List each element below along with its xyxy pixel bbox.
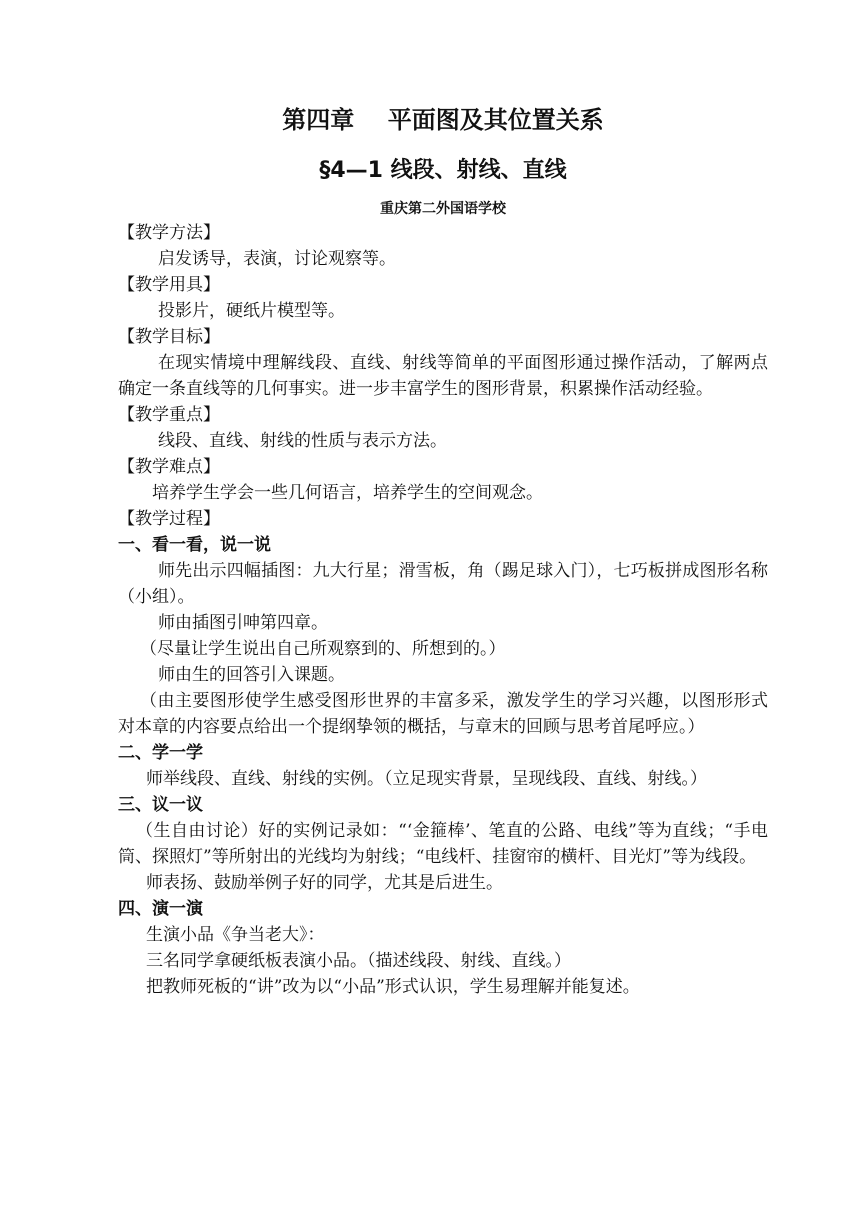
paragraph: （尽量让学生说出自己所观察到的、所想到的。） xyxy=(140,639,506,659)
paragraph: 培养学生学会一些几何语言，培养学生的空间观念。 xyxy=(152,483,543,503)
paragraph: （由主要图形使学生感受图形世界的丰富多采，激发学生的学习兴趣，以图形形式对本章的内容要点给出一个提纲挚领的概括，与章末的回顾与思考首尾呼应。） xyxy=(118,691,768,737)
label-process: 【教学过程】 xyxy=(118,509,220,529)
label-teaching-method: 【教学方法】 xyxy=(118,223,220,243)
paragraph: 师表扬、鼓励举例子好的同学，尤其是后进生。 xyxy=(146,873,503,893)
paragraph: 线段、直线、射线的性质与表示方法。 xyxy=(158,431,447,451)
paragraph: 师由插图引呻第四章。 xyxy=(158,613,328,633)
paragraph: 启发诱导，表演，讨论观察等。 xyxy=(158,249,396,269)
chapter-title: 第四章 平面图及其位置关系 xyxy=(282,106,604,134)
document-content xyxy=(118,102,768,1000)
paragraph: 把教师死板的“讲”改为以“小品”形式认识，学生易理解并能复述。 xyxy=(146,977,640,997)
section-title: §4—1 线段、射线、直线 xyxy=(319,158,567,183)
label-teaching-tools: 【教学用具】 xyxy=(118,275,220,295)
school-name: 重庆第二外国语学校 xyxy=(380,201,506,217)
paragraph: 生演小品《争当老大》： xyxy=(146,925,325,945)
heading-discuss: 三、议一议 xyxy=(118,795,203,815)
paragraph: 投影片，硬纸片模型等。 xyxy=(158,301,345,321)
heading-learn: 二、学一学 xyxy=(118,743,203,763)
paragraph: 在现实情境中理解线段、直线、射线等简单的平面图形通过操作活动，了解两点确定一条直线等的几何事实。进一步丰富学生的图形背景，积累操作活动经验。 xyxy=(118,353,768,399)
paragraph: 师先出示四幅插图：九大行星；滑雪板，角（踢足球入门），七巧板拼成图形名称（小组）。 xyxy=(118,561,768,607)
paragraph: 师举线段、直线、射线的实例。（立足现实背景，呈现线段、直线、射线。） xyxy=(146,769,707,789)
label-difficulties: 【教学难点】 xyxy=(118,457,220,477)
paragraph: 三名同学拿硬纸板表演小品。（描述线段、射线、直线。） xyxy=(146,951,571,971)
label-key-points: 【教学重点】 xyxy=(118,405,220,425)
paragraph: （生自由讨论）好的实例记录如：“‘金箍棒’、笔直的公路、电线”等为直线；“手电筒、探照灯”等所射出的光线均为射线；“电线杆、挂窗帘的横杆、目光灯”等为线段。 xyxy=(118,821,768,867)
heading-act: 四、演一演 xyxy=(118,899,203,919)
heading-look-and-say: 一、看一看，说一说 xyxy=(118,535,271,555)
label-teaching-goals: 【教学目标】 xyxy=(118,327,220,347)
paragraph: 师由生的回答引入课题。 xyxy=(158,665,345,685)
